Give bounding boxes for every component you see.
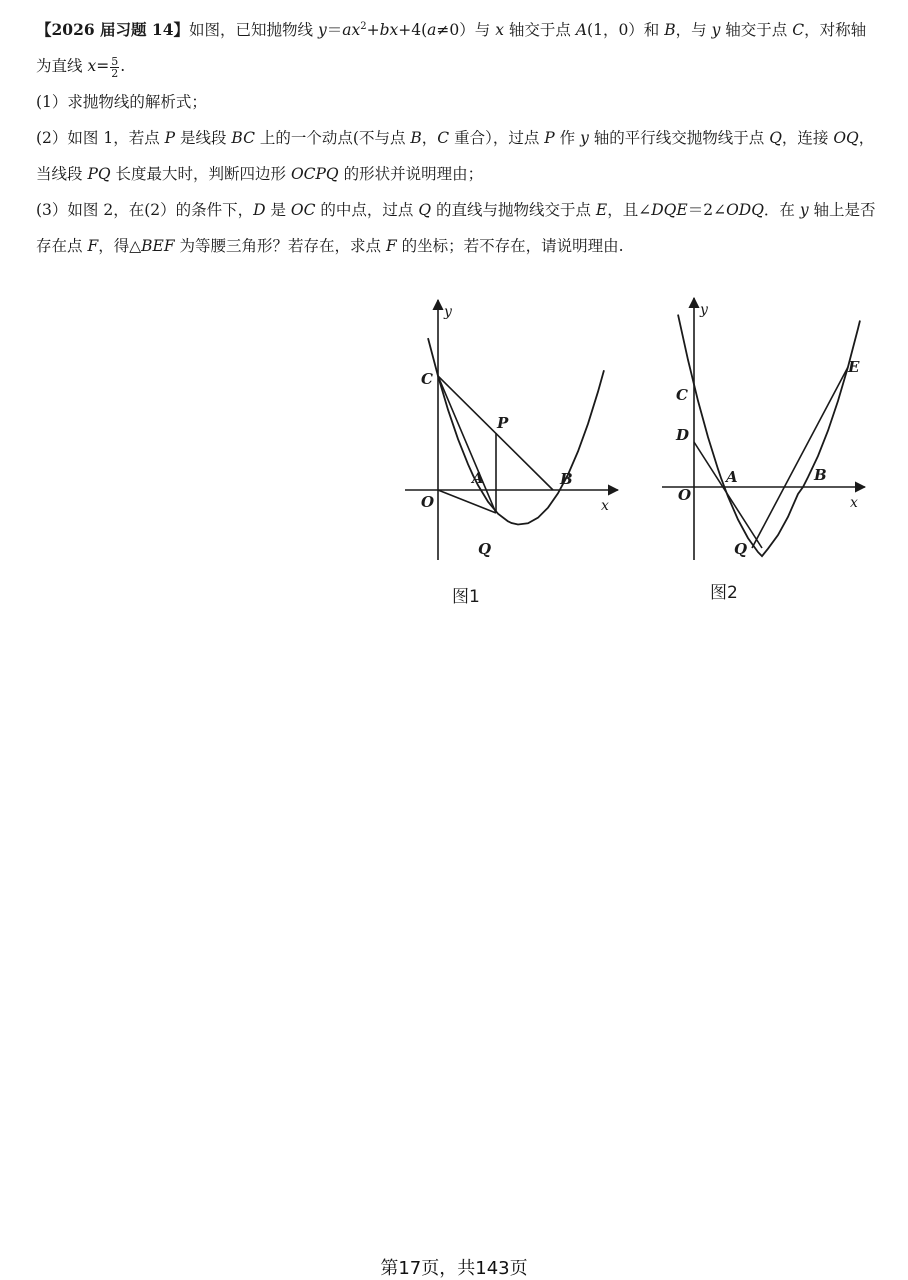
label-b: B <box>560 470 573 488</box>
label-e: E <box>848 358 860 376</box>
x-axis-label: x <box>601 498 609 514</box>
segment-pq: PQ <box>87 165 111 183</box>
q3-text: ＝2∠ <box>687 201 727 219</box>
point-a: A <box>575 21 588 39</box>
intro-text: ，对称轴为直线 <box>36 21 867 75</box>
label-q: Q <box>478 540 492 558</box>
var-x: x <box>495 21 504 39</box>
point-f: F <box>385 237 397 255</box>
problem-tag: 【2026 届习题 14】 <box>36 20 190 39</box>
angle-odq: ODQ <box>726 201 764 219</box>
var-x: x <box>87 57 97 75</box>
var-y: y <box>580 129 589 147</box>
point-b: B <box>664 21 676 39</box>
figure-2 <box>655 288 870 613</box>
plus-sign: + <box>366 21 380 39</box>
q2-text: 作 <box>554 129 581 147</box>
label-q: Q <box>734 540 748 558</box>
label-o: O <box>421 493 435 511</box>
question-1: (1）求抛物线的解析式； <box>36 93 207 111</box>
q2-text: 是线段 <box>175 129 232 147</box>
q2-text: 重合），过点 <box>449 129 545 147</box>
q2-text: 轴的平行线交抛物线于点 <box>588 129 770 147</box>
intro-text: 轴交于点 <box>503 21 576 39</box>
segment-bc: BC <box>231 129 255 147</box>
label-a: A <box>726 468 738 486</box>
point-e: E <box>595 201 608 219</box>
point-p: P <box>544 129 555 147</box>
q3-text: 的坐标；若不存在，请说明理由. <box>396 237 624 255</box>
segment-oc: OC <box>290 201 316 219</box>
label-c: C <box>421 370 433 388</box>
q3-text: ．在 <box>763 201 800 219</box>
constant-term: +4( <box>398 21 428 39</box>
figure-1-diagram <box>390 288 630 613</box>
figure-1-caption: 图1 <box>452 587 480 607</box>
q3-text: ，且∠ <box>607 201 652 219</box>
term-ax: ax <box>342 21 361 39</box>
fraction <box>110 56 119 79</box>
q2-text: 的形状并说明理由； <box>338 165 484 183</box>
page-footer: 第17页，共143页 <box>380 1258 528 1279</box>
triangle-bef: BEF <box>141 237 175 255</box>
point-p: P <box>164 129 176 147</box>
intro-text: ，与 <box>675 21 712 39</box>
q3-text: 为等腰三角形？若存在，求点 <box>174 237 386 255</box>
segment-oq: OQ <box>833 129 859 147</box>
q3-text: 的直线与抛物线交于点 <box>431 201 596 219</box>
intro-text: ）与 <box>459 21 496 39</box>
not-equal: ≠0 <box>436 21 460 39</box>
q3-text: ，得△ <box>98 237 142 255</box>
intro-text: 如图，已知抛物线 <box>189 21 318 39</box>
var-y: y <box>317 21 327 39</box>
quadrilateral-ocpq: OCPQ <box>290 165 339 183</box>
point-d: D <box>253 201 266 219</box>
label-a: A <box>472 469 484 487</box>
point-c: C <box>792 21 805 39</box>
q3-text: 轴上是否存在点 <box>36 201 876 255</box>
figure-1 <box>390 288 630 613</box>
figure-2-diagram <box>655 288 870 613</box>
equals-sign: = <box>96 57 110 75</box>
question-3 <box>36 192 878 264</box>
label-c: C <box>676 386 688 404</box>
point-c: C <box>437 129 450 147</box>
problem-intro <box>36 12 878 84</box>
angle-dqe: DQE <box>651 201 688 219</box>
equals-sign: ＝ <box>326 21 343 39</box>
fraction-numerator: 5 <box>111 54 119 68</box>
term-bx: bx <box>379 21 399 39</box>
point-f: F <box>87 237 99 255</box>
q2-text: (2）如图 1，若点 <box>36 129 165 147</box>
q2-text: 长度最大时，判断四边形 <box>110 165 291 183</box>
label-o: O <box>678 486 692 504</box>
point-b: B <box>410 129 422 147</box>
problem-text <box>36 12 878 264</box>
label-p: P <box>497 414 509 432</box>
figure-2-caption: 图2 <box>710 583 738 603</box>
exponent: 2 <box>360 20 367 32</box>
point-q: Q <box>418 201 432 219</box>
segment-qe <box>752 367 848 548</box>
q2-text: ，连接 <box>781 129 834 147</box>
intro-text: (1，0）和 <box>587 21 665 39</box>
intro-text: 轴交于点 <box>720 21 793 39</box>
var-y: y <box>799 201 809 219</box>
segment-cq <box>438 376 496 513</box>
segment-dq <box>694 442 762 548</box>
fraction-denominator: 2 <box>111 66 119 80</box>
var-y: y <box>711 21 721 39</box>
point-q: Q <box>769 129 782 147</box>
question-2 <box>36 120 878 192</box>
q2-text: ， <box>421 129 438 147</box>
q3-text: (3）如图 2，在(2）的条件下， <box>36 201 254 219</box>
x-axis-label: x <box>850 495 858 511</box>
q3-text: 的中点，过点 <box>315 201 419 219</box>
period: . <box>120 57 126 75</box>
q3-text: 是 <box>265 201 291 219</box>
var-a: a <box>427 21 437 39</box>
label-b: B <box>814 466 827 484</box>
y-axis-label: y <box>444 304 452 320</box>
label-d: D <box>676 426 690 444</box>
y-axis-label: y <box>700 302 708 318</box>
q2-text: 上的一个动点(不与点 <box>254 129 411 147</box>
q2-text: ，当线段 <box>36 129 875 183</box>
parabola-curve <box>678 315 860 556</box>
